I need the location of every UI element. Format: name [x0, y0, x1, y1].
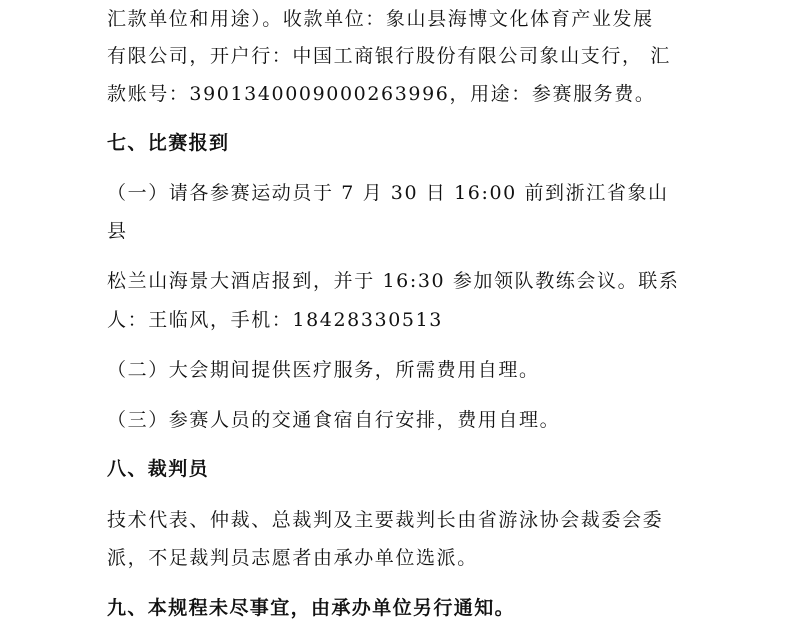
payment-text-line-1: 汇款单位和用途）。收款单位：象山县海博文化体育产业发展 — [107, 8, 654, 30]
section-8-body-line-1: 技术代表、仲裁、总裁判及主要裁判长由省游泳协会裁委会委 — [107, 509, 664, 531]
section-8-heading: 八、裁判员 — [107, 458, 210, 480]
section-7-item-1-line-4: 人：王临风，手机：18428330513 — [107, 309, 443, 331]
section-7-item-2: （二）大会期间提供医疗服务，所需费用自理。 — [107, 359, 540, 381]
payment-text-line-2: 有限公司，开户行：中国工商银行股份有限公司象山支行， 汇 — [107, 45, 671, 67]
section-7-item-1-line-3: 松兰山海景大酒店报到，并于 16:30 参加领队教练会议。联系 — [107, 270, 680, 292]
section-8-body-line-2: 派，不足裁判员志愿者由承办单位选派。 — [107, 547, 478, 569]
section-7-item-1-line-2: 县 — [107, 220, 128, 242]
section-7-item-3: （三）参赛人员的交通食宿自行安排，费用自理。 — [107, 409, 561, 431]
section-7-item-1-line-1: （一）请各参赛运动员于 7 月 30 日 16:00 前到浙江省象山 — [107, 182, 669, 204]
section-7-heading: 七、比赛报到 — [107, 132, 230, 154]
section-9-heading: 九、本规程未尽事宜，由承办单位另行通知。 — [107, 597, 516, 619]
payment-text-line-3: 款账号：3901340009000263996，用途：参赛服务费。 — [107, 83, 656, 105]
